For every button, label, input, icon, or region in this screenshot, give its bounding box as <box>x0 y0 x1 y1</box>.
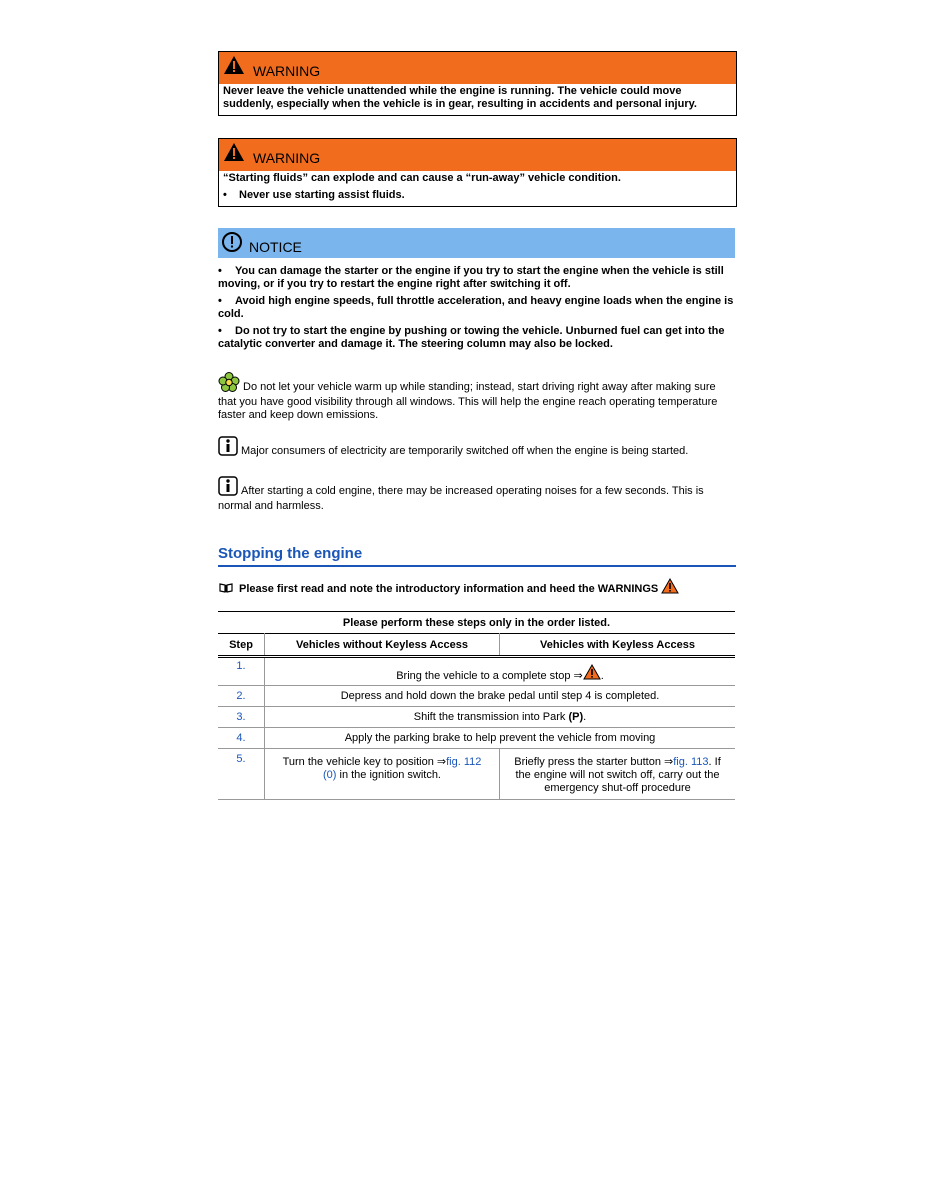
steps-table-wrap <box>218 611 735 800</box>
warning-bullet <box>223 189 732 202</box>
book-icon <box>219 583 233 596</box>
notice-body <box>218 265 735 351</box>
environment-note-text: Do not let your vehicle warm up while standing; instead, start driving right away after making sure that you have good visibility through all windows. This will help the engine reach operating temperature faster and keep down emissions. <box>218 381 718 421</box>
step-text: Briefly press the starter button ⇒ <box>514 756 674 768</box>
step-number: 2. <box>218 686 265 707</box>
step-cell-with-keyless <box>500 749 736 800</box>
info-icon <box>218 436 238 460</box>
notice-title: NOTICE <box>249 239 302 255</box>
warning-bullet-text: Never use starting assist fluids. <box>239 189 405 201</box>
step-number: 3. <box>218 707 265 728</box>
table-row <box>218 686 735 707</box>
info-note-text: After starting a cold engine, there may be increased operating noises for a few seconds. This is normal and harmless. <box>218 485 704 512</box>
environment-note <box>218 372 735 422</box>
section-title: Stopping the engine <box>218 545 363 562</box>
notice-bullet-text: Do not try to start the engine by pushing or towing the vehicle. Unburned fuel can get into the catalytic converter and damage it. The steering column may also be locked. <box>218 325 725 350</box>
step-text-end: . <box>583 711 587 723</box>
warning-title: WARNING <box>253 63 321 79</box>
intro-text: Please first read and note the introductory information and heed the WARNINGS <box>239 583 659 595</box>
notice-circle-icon <box>221 231 243 258</box>
table-header: Step <box>218 634 265 657</box>
step-cell <box>265 707 736 728</box>
step-number: 1. <box>218 657 265 686</box>
warning-triangle-icon <box>223 142 245 167</box>
fig-112-link[interactable]: fig. 112 <box>446 756 482 768</box>
flower-icon <box>218 372 240 396</box>
notice-bullet-text: You can damage the starter or the engine if you try to start the engine when the vehicle is still moving, or if you try to restart the engine right after switching it off. <box>218 265 724 290</box>
notice-box <box>218 228 735 355</box>
notice-bullet <box>218 265 735 291</box>
warning-text: Never leave the vehicle unattended while the engine is running. The vehicle could move suddenly, especially when the vehicle is in gear, resulting in accidents and personal injury. <box>223 85 697 110</box>
intro-line <box>219 578 679 597</box>
warning-header <box>219 52 736 84</box>
step-cell-without-keyless <box>265 749 500 800</box>
step-text: Apply the parking brake to help prevent the vehicle from moving <box>344 732 656 744</box>
warning-triangle-icon[interactable] <box>661 578 679 597</box>
step-text-end: in the ignition switch. <box>336 769 441 781</box>
table-row <box>218 728 735 749</box>
fig-113-link[interactable]: fig. 113 <box>673 756 709 768</box>
table-row <box>218 657 735 686</box>
notice-header <box>218 228 735 258</box>
section-divider <box>218 565 736 567</box>
info-note-1 <box>218 436 735 460</box>
warning-body <box>219 171 736 206</box>
warning-triangle-icon <box>223 55 245 80</box>
info-note-2 <box>218 476 735 513</box>
step-text: Shift the transmission into Park <box>413 711 566 723</box>
bullet-dot-icon: • <box>218 295 222 307</box>
table-row <box>218 749 735 800</box>
position-0-link[interactable]: (0) <box>322 769 337 781</box>
warning-header <box>219 139 736 171</box>
notice-bullet <box>218 325 735 351</box>
warning-line: “Starting fluids” can explode and can cause a “run-away” vehicle condition. <box>223 172 621 184</box>
warning-box-1 <box>218 51 737 116</box>
table-row <box>218 707 735 728</box>
warning-triangle-icon[interactable] <box>583 664 601 683</box>
step-number: 5. <box>218 749 265 800</box>
step-cell: Bring the vehicle to a complete stop ⇒ . <box>265 657 736 686</box>
bullet-dot-icon: • <box>218 325 222 337</box>
step-number: 4. <box>218 728 265 749</box>
info-note-text: Major consumers of electricity are temporarily switched off when the engine is being started. <box>241 445 689 457</box>
step-text: Bring the vehicle to a complete stop ⇒ <box>396 670 583 682</box>
bullet-dot-icon: • <box>218 265 222 277</box>
warning-box-2 <box>218 138 737 207</box>
park-label: (P) <box>568 711 584 723</box>
info-icon <box>218 476 238 500</box>
step-text: Depress and hold down the brake pedal until step 4 is completed. <box>340 690 660 702</box>
table-caption-row <box>218 612 735 634</box>
table-header: Vehicles with Keyless Access <box>540 638 695 651</box>
steps-table <box>218 611 735 800</box>
table-header: Vehicles without Keyless Access <box>265 634 500 657</box>
notice-bullet <box>218 295 735 321</box>
step-text: Turn the vehicle key to position ⇒ <box>282 756 447 768</box>
table-header-row <box>218 634 735 657</box>
step-text-end: . If the engine will not switch off, carry out the emergency shut-off procedure <box>515 756 721 794</box>
table-caption: Please perform these steps only in the order listed. <box>342 617 611 629</box>
notice-bullet-text: Avoid high engine speeds, full throttle acceleration, and heavy engine loads when the engine is cold. <box>218 295 734 320</box>
warning-title: WARNING <box>253 150 321 166</box>
bullet-dot-icon: • <box>223 189 227 201</box>
